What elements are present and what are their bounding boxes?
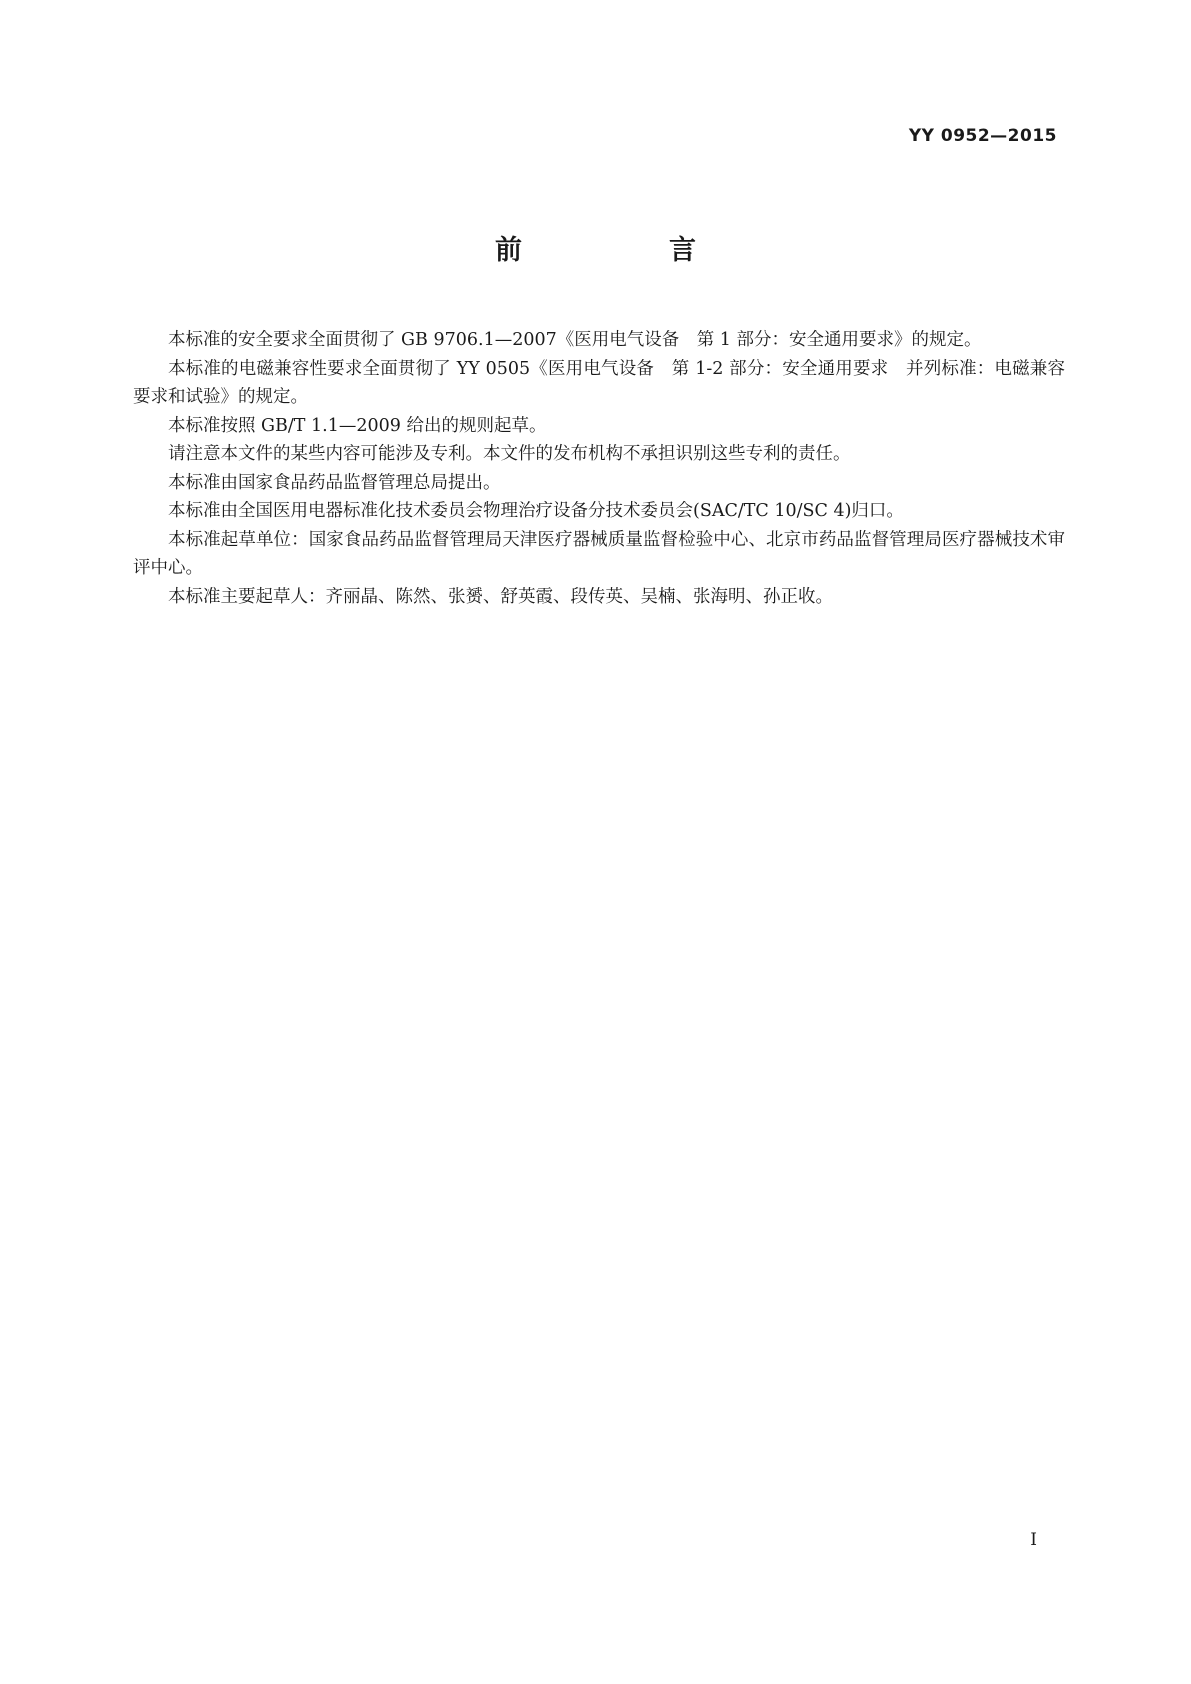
document-body	[133, 326, 1083, 611]
paragraph-drafting-rules: 本标准按照 GB/T 1.1—2009 给出的规则起草。	[168, 415, 547, 436]
standard-code: YY 0952—2015	[908, 126, 1057, 146]
paragraph-emc: 本标准的电磁兼容性要求全面贯彻了 YY 0505《医用电气设备 第 1-2 部分：安全通用要求 并列标准：电磁兼容 要求和试验》的规定。	[133, 358, 1083, 407]
page-number: I	[1030, 1530, 1037, 1550]
paragraph-drafting-units: 本标准起草单位：国家食品药品监督管理局天津医疗器械质量监督检验中心、北京市药品监督管理局医疗器械技术审评中心。	[133, 529, 1065, 578]
page-title: 前 言	[495, 235, 756, 266]
paragraph-safety: 本标准的安全要求全面贯彻了 GB 9706.1—2007《医用电气设备 第 1 部分：安全通用要求》的规定。	[168, 330, 982, 350]
paragraph-committee: 本标准由全国医用电器标准化技术委员会物理治疗设备分技术委员会(SAC/TC 10/SC 4)归口。	[168, 501, 904, 521]
paragraph-drafters: 本标准主要起草人：齐丽晶、陈然、张赟、舒英霞、段传英、吴楠、张海明、孙正收。	[168, 586, 833, 607]
paragraph-proposer: 本标准由国家食品药品监督管理总局提出。	[168, 472, 501, 493]
paragraph-patent-notice: 请注意本文件的某些内容可能涉及专利。本文件的发布机构不承担识别这些专利的责任。	[168, 444, 851, 464]
